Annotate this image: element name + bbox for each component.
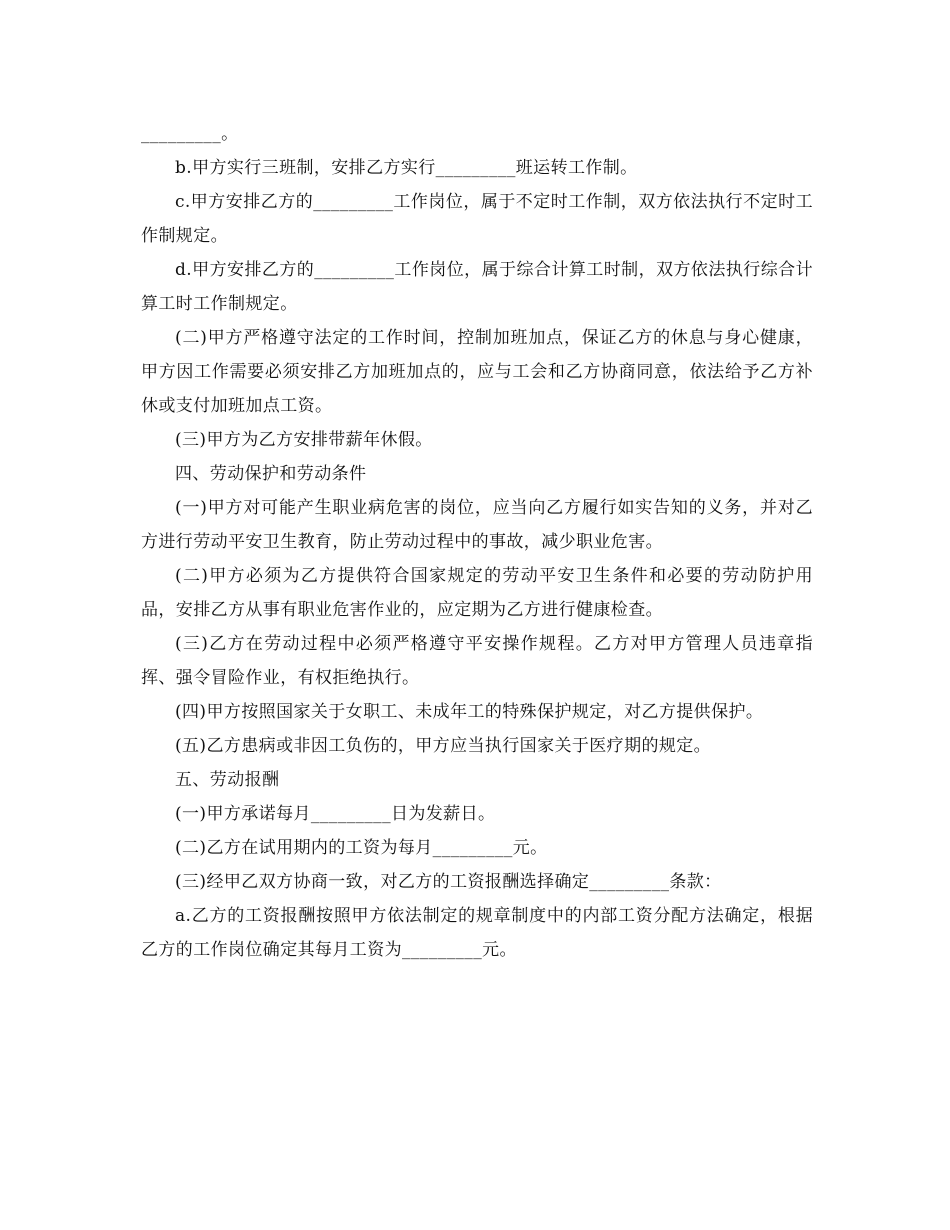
paragraph-remuneration-3: (三)经甲乙双方协商一致，对乙方的工资报酬选择确定_________条款：: [175, 872, 722, 892]
paragraph-continuation: _________。: [141, 124, 239, 144]
paragraph-paid-leave: (三)甲方为乙方安排带薪年休假。: [175, 430, 433, 450]
paragraph-clause-d: d.甲方安排乙方的_________工作岗位，属于综合计算工时制，双方依法执行综合计算工时工作制规定。: [141, 260, 813, 314]
paragraph-protection-4: (四)甲方按照国家关于女职工、未成年工的特殊保护规定，对乙方提供保护。: [175, 702, 764, 722]
section-heading-labor-protection: 四、劳动保护和劳动条件: [175, 464, 367, 484]
paragraph-clause-b: b.甲方实行三班制，安排乙方实行_________班运转工作制。: [175, 158, 638, 178]
paragraph-protection-1: (一)甲方对可能产生职业病危害的岗位，应当向乙方履行如实告知的义务，并对乙方进行劳动平安卫生教育，防止劳动过程中的事故，减少职业危害。: [141, 498, 813, 552]
paragraph-remuneration-1: (一)甲方承诺每月_________日为发薪日。: [175, 804, 496, 824]
paragraph-clause-c: c.甲方安排乙方的_________工作岗位，属于不定时工作制，双方依法执行不定时工作制规定。: [141, 192, 813, 246]
paragraph-remuneration-a: a.乙方的工资报酬按照甲方依法制定的规章制度中的内部工资分配方法确定，根据乙方的工作岗位确定其每月工资为_________元。: [141, 906, 813, 960]
paragraph-overtime: (二)甲方严格遵守法定的工作时间，控制加班加点，保证乙方的休息与身心健康，甲方因工作需要必须安排乙方加班加点的，应与工会和乙方协商同意，依法给予乙方补休或支付加班加点工资。: [141, 328, 813, 416]
paragraph-protection-5: (五)乙方患病或非因工负伤的，甲方应当执行国家关于医疗期的规定。: [175, 736, 712, 756]
section-heading-remuneration: 五、劳动报酬: [175, 770, 280, 790]
document-body: [141, 117, 813, 967]
paragraph-protection-3: (三)乙方在劳动过程中必须严格遵守平安操作规程。乙方对甲方管理人员违章指挥、强令冒险作业，有权拒绝执行。: [141, 634, 813, 688]
paragraph-remuneration-2: (二)乙方在试用期内的工资为每月_________元。: [175, 838, 548, 858]
paragraph-protection-2: (二)甲方必须为乙方提供符合国家规定的劳动平安卫生条件和必要的劳动防护用品，安排乙方从事有职业危害作业的，应定期为乙方进行健康检查。: [141, 566, 813, 620]
